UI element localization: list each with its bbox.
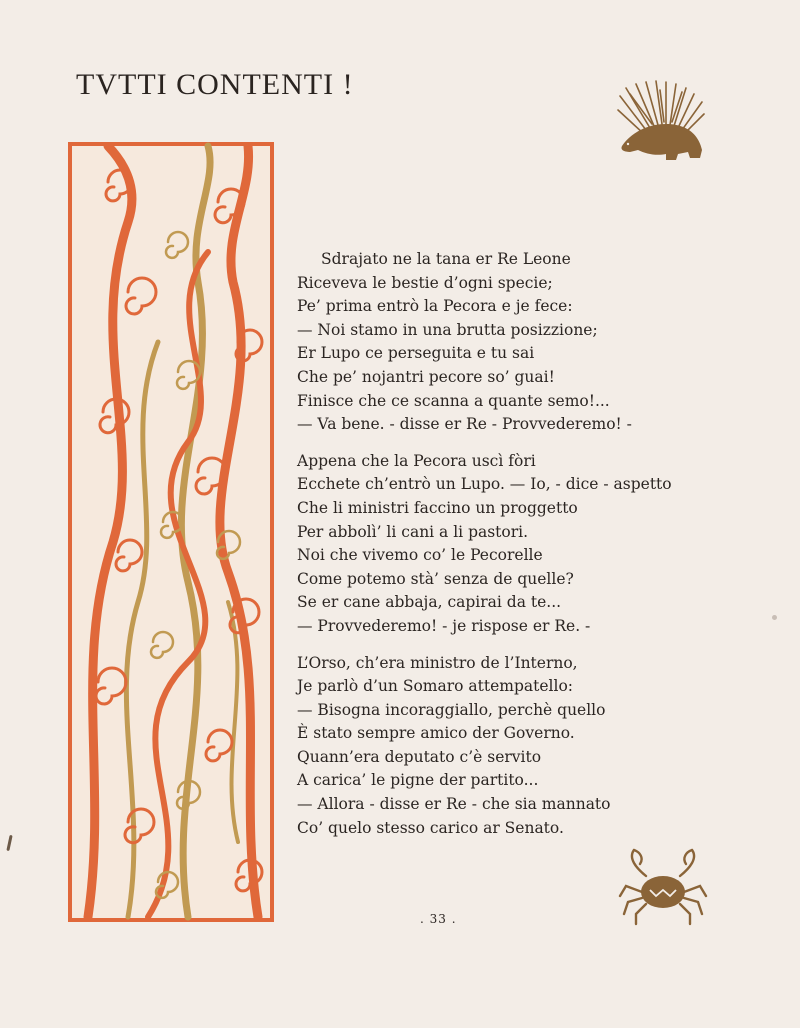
crab-icon — [618, 846, 708, 928]
poem-line: Noi che vivemo co’ le Pecorelle — [297, 546, 543, 565]
poem-line: Se er cane abbaja, capirai da te... — [297, 593, 562, 612]
poem-line: È stato sempre amico der Governo. — [297, 724, 575, 743]
poem-line: — Noi stamo in una brutta posizzione; — [297, 320, 598, 339]
stanza-3 — [297, 652, 717, 841]
poem-line: Quann’era deputato c’è servito — [297, 747, 542, 766]
poem-line: Pe’ prima entrò la Pecora e je fece: — [297, 297, 573, 316]
poem-line: Je parlò d’un Somaro attempatello: — [297, 677, 574, 696]
poem-line: — Bisogna incoraggiallo, perchè quello — [297, 700, 606, 719]
poem-line: Riceveva le bestie d’ogni specie; — [297, 273, 553, 292]
poem-line: Che li ministri faccino un proggetto — [297, 498, 578, 517]
poem-line: Er Lupo ce perseguita e tu sai — [297, 344, 535, 363]
poem-line: — Va bene. - disse er Re - Provvederemo! - — [297, 415, 632, 434]
poem-line: — Allora - disse er Re - che sia mannato — [297, 795, 611, 814]
poem-line: Co’ quelo stesso carico ar Senato. — [297, 818, 564, 837]
poem-line: — Provvederemo! - je rispose er Re. - — [297, 616, 591, 635]
poem-line: A carica’ le pigne der partito... — [297, 771, 539, 790]
floral-vine-ornament — [68, 142, 274, 922]
poem-line: Sdrajato ne la tana er Re Leone — [321, 250, 571, 268]
paper-speck — [772, 615, 777, 620]
poem — [297, 248, 717, 853]
poem-line: Ecchete ch’entrò un Lupo. — Io, - dice - aspetto — [297, 475, 672, 494]
poem-line: Per abbolì’ li cani a li pastori. — [297, 522, 529, 541]
edge-mark — [6, 835, 12, 851]
poem-line: Che pe’ nojantri pecore so’ guai! — [297, 367, 555, 386]
poem-line: L’Orso, ch’era ministro de l’Interno, — [297, 653, 578, 672]
stanza-1 — [297, 248, 717, 437]
porcupine-icon — [616, 80, 706, 164]
poem-line: Finisce che ce scanna a quante semo!... — [297, 391, 610, 410]
page-number: . 33 . — [420, 912, 457, 926]
page-title: TVTTI CONTENTI ! — [76, 68, 354, 101]
stanza-2 — [297, 450, 717, 639]
poem-line: Come potemo stà’ senza de quelle? — [297, 569, 574, 588]
poem-line: Appena che la Pecora uscì fòri — [297, 451, 536, 470]
